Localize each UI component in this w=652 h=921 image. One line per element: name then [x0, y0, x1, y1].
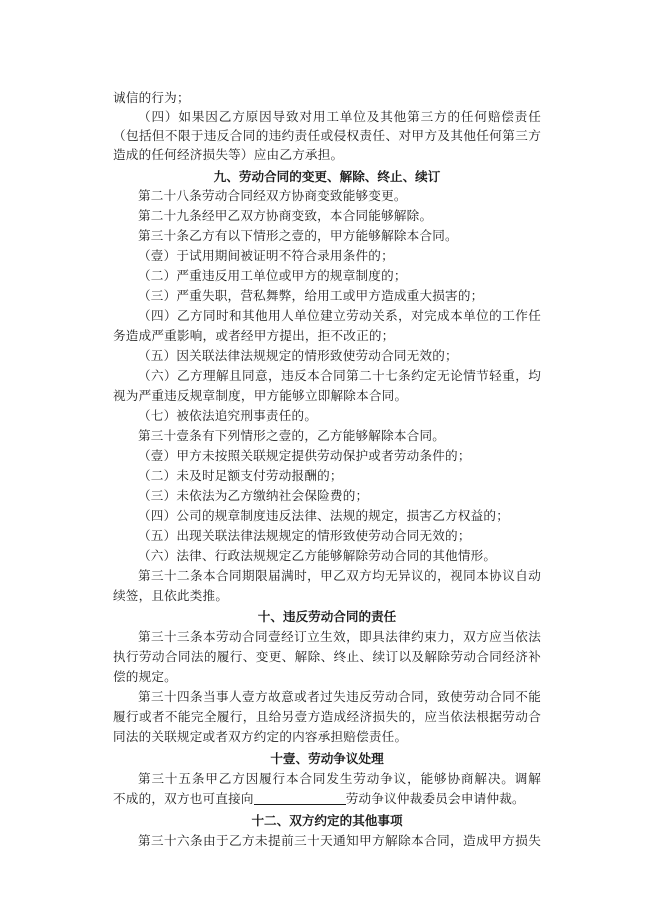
- paragraph-line: 第二十八条劳动合同经双方协商变致能够变更。: [138, 188, 407, 203]
- paragraph-line: 第三十壹条有下列情形之壹的，乙方能够解除本合同。: [138, 428, 446, 443]
- paragraph-line: 第三十三条本劳动合同壹经订立生效，即具法律约束力，双方应当依法: [138, 629, 541, 644]
- paragraph-line: 执行劳动合同法的履行、变更、解除、终止、续订以及解除劳动合同经济补: [113, 649, 541, 664]
- paragraph-line: 同法的关联规定或者双方约定的内容承担赔偿责任。: [113, 729, 408, 744]
- paragraph-line: 务造成严重影响，或者经甲方提出，拒不改正的；: [113, 328, 395, 343]
- paragraph-line: （四）如果因乙方原因导致对用工单位及其他第三方的任何赔偿责任: [138, 109, 541, 124]
- paragraph-fragment: 劳动争议仲裁委员会申请仲裁。: [345, 791, 525, 806]
- paragraph-line: （壹）甲方未按照关联规定提供劳动保护或者劳动条件的；: [138, 448, 471, 463]
- paragraph-line: 续签，且依此类推。: [113, 588, 229, 603]
- paragraph-line: （二）未及时足额支付劳动报酬的；: [138, 468, 343, 483]
- paragraph-line: 第二十九条经甲乙双方协商变致，本合同能够解除。: [138, 208, 433, 223]
- paragraph-line: 第三十条乙方有以下情形之壹的，甲方能够解除本合同。: [138, 228, 458, 243]
- paragraph-line: （六）乙方理解且同意，违反本合同第二十七条约定无论情节轻重，均: [138, 368, 541, 383]
- paragraph-line: （三）未依法为乙方缴纳社会保险费的；: [138, 488, 369, 503]
- paragraph-line: （四）公司的规章制度违反法律、法规的规定，损害乙方权益的；: [138, 508, 510, 523]
- section-heading: 十二、双方约定的其他事项: [251, 813, 403, 828]
- paragraph-line: （五）出现关联法律法规规定的情形致使劳动合同无效的；: [138, 528, 471, 543]
- paragraph-line: （二）严重违反用工单位或甲方的规章制度的；: [138, 268, 407, 283]
- paragraph-line: 第三十二条本合同期限届满时，甲乙双方均无异议的，视同本协议自动: [138, 568, 541, 583]
- paragraph-line: 履行或者不能完全履行，且给另壹方造成经济损失的，应当依法根据劳动合: [113, 709, 541, 724]
- section-heading: 十、违反劳动合同的责任: [257, 609, 397, 624]
- paragraph-line: （五）因关联法律法规规定的情形致使劳动合同无效的；: [138, 348, 458, 363]
- paragraph-line: （包括但不限于违反合同的违约责任或侵权责任、对甲方及其他任何第三方: [113, 128, 541, 143]
- section-heading: 九、劳动合同的变更、解除、终止、续订: [213, 169, 441, 184]
- fill-in-blank: [254, 792, 346, 805]
- paragraph-line: 第三十四条当事人壹方故意或者过失违反劳动合同，致使劳动合同不能: [138, 689, 541, 704]
- paragraph-line: 视为严重违反规章制度，甲方能够立即解除本合同。: [113, 388, 408, 403]
- paragraph-line: [113, 789, 541, 808]
- paragraph-line: 造成的任何经济损失等）应由乙方承担。: [113, 147, 344, 162]
- section-heading: 十壹、劳动争议处理: [270, 751, 384, 766]
- paragraph-line: 第三十六条由于乙方未提前三十天通知甲方解除本合同，造成甲方损失: [138, 833, 541, 848]
- paragraph-line: （四）乙方同时和其他用人单位建立劳动关系，对完成本单位的工作任: [138, 308, 541, 323]
- paragraph-line: 偿的规定。: [113, 669, 177, 684]
- paragraph-line: （七）被依法追究刑事责任的。: [138, 408, 318, 423]
- paragraph-line: （六）法律、行政法规规定乙方能够解除劳动合同的其他情形。: [138, 548, 497, 563]
- paragraph-line: （三）严重失职，营私舞弊，给用工或甲方造成重大损害的；: [138, 288, 484, 303]
- paragraph-line: 第三十五条甲乙方因履行本合同发生劳动争议，能够协商解决。调解: [138, 771, 541, 786]
- paragraph-line: （壹）于试用期间被证明不符合录用条件的；: [138, 248, 394, 263]
- paragraph-line: 诚信的行为；: [113, 90, 190, 105]
- paragraph-fragment: 不成的，双方也可直接向: [113, 791, 254, 806]
